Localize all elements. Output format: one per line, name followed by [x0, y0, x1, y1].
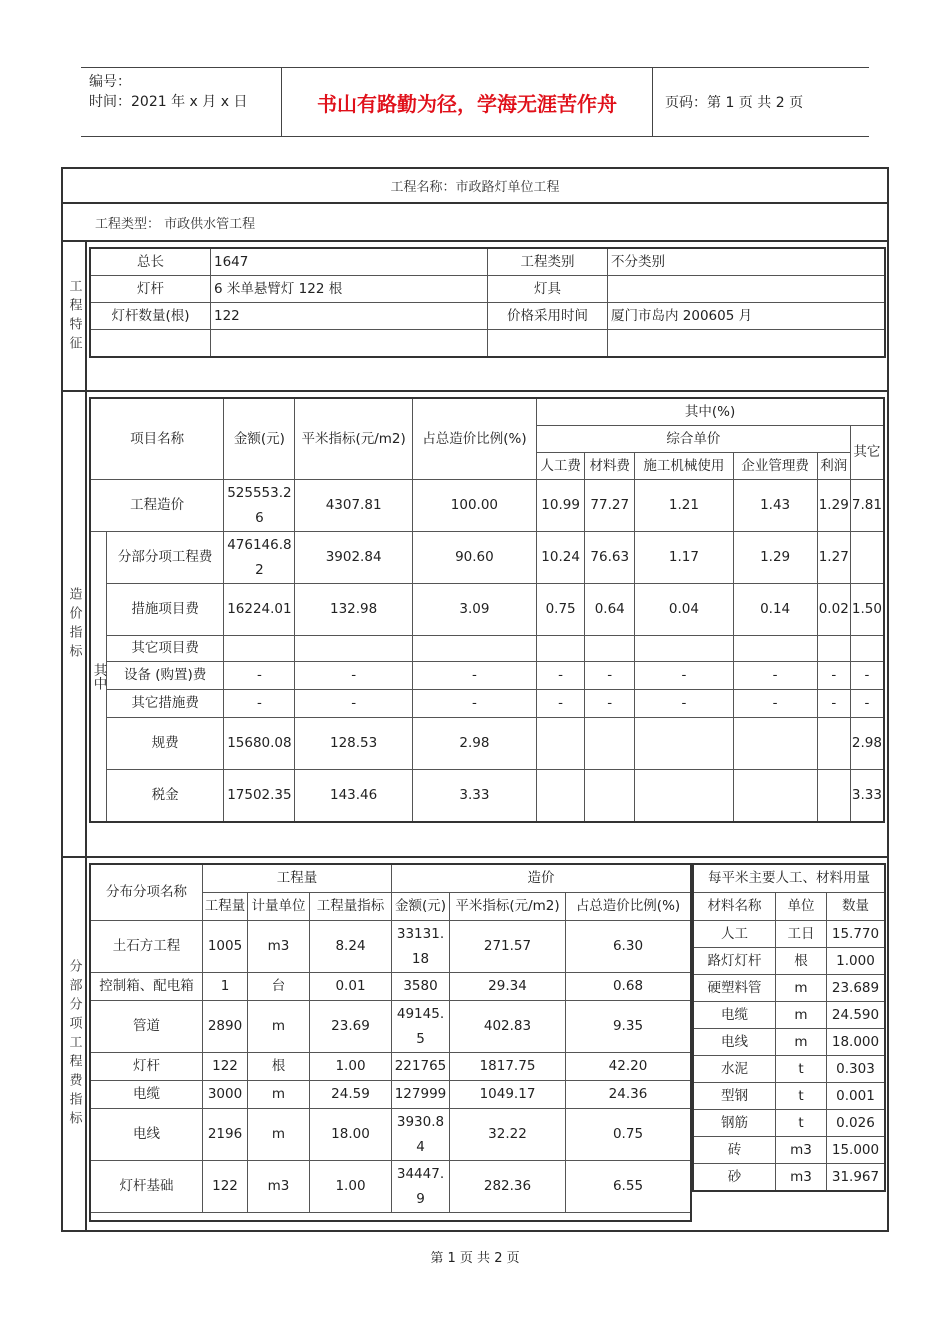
- cost-section-label: 造价指标: [63, 392, 87, 858]
- cost-other: 2.98: [850, 718, 883, 770]
- cost-material: [585, 770, 635, 822]
- subitem-ratio: 6.55: [566, 1161, 691, 1213]
- subitems-section-label: 分部分项工程费指标: [63, 858, 87, 1230]
- subitem-row: [91, 921, 691, 973]
- cost-amount: 476146.82: [224, 532, 295, 584]
- features-row: [91, 330, 885, 357]
- cost-per-m2: 132.98: [295, 584, 412, 636]
- project-name: 工程名称：市政路灯单位工程: [63, 169, 887, 204]
- subitem-amount: 221765: [392, 1053, 450, 1081]
- cost-material: -: [585, 690, 635, 718]
- subitem-per-m2: 271.57: [450, 921, 566, 973]
- subitem-qty: 3000: [203, 1081, 248, 1109]
- cost-labor: 10.99: [537, 480, 585, 532]
- materials-title: 每平米主要人工、材料用量: [694, 865, 885, 893]
- cost-mgmt: -: [733, 690, 817, 718]
- subitem-ratio: 0.75: [566, 1109, 691, 1161]
- serial-label: 编号：: [89, 74, 131, 90]
- cost-mgmt: [733, 636, 817, 662]
- cost-other: [850, 636, 883, 662]
- feature-value: [608, 330, 885, 357]
- subitem-qty-idx: 1.00: [310, 1161, 392, 1213]
- feature-key: 灯具: [488, 276, 608, 303]
- col-sub-per-m2: 平米指标(元/m2): [450, 893, 566, 921]
- feature-value: [608, 276, 885, 303]
- subitem-name: 电线: [91, 1109, 203, 1161]
- material-row: [694, 1029, 885, 1056]
- feature-value: 1647: [211, 249, 488, 276]
- subitem-qty: 2196: [203, 1109, 248, 1161]
- features-row: [91, 303, 885, 330]
- material-row: [694, 1002, 885, 1029]
- cost-ratio: -: [412, 690, 536, 718]
- cost-ratio: 2.98: [412, 718, 536, 770]
- material-qty: 24.590: [827, 1002, 885, 1029]
- cost-profit: 0.02: [817, 584, 850, 636]
- cost-table: [90, 398, 884, 822]
- col-mat-unit: 单位: [776, 893, 827, 921]
- material-row: [694, 975, 885, 1002]
- feature-value: 不分类别: [608, 249, 885, 276]
- cost-labor: [537, 770, 585, 822]
- cost-profit: -: [817, 662, 850, 690]
- subitem-row: [91, 1081, 691, 1109]
- cost-other: [850, 532, 883, 584]
- subitem-row: [91, 1109, 691, 1161]
- subitem-per-m2: 402.83: [450, 1001, 566, 1053]
- cost-material: 77.27: [585, 480, 635, 532]
- subitem-name: 土石方工程: [91, 921, 203, 973]
- of-which-label: 其中: [91, 532, 107, 822]
- cost-ratio: 90.60: [412, 532, 536, 584]
- subitem-ratio: 24.36: [566, 1081, 691, 1109]
- col-machine: 施工机械使用: [635, 453, 733, 480]
- cost-per-m2: 128.53: [295, 718, 412, 770]
- subitem-amount: 49145.5: [392, 1001, 450, 1053]
- col-per-m2: 平米指标(元/m2): [295, 399, 412, 480]
- subitem-amount: 3930.84: [392, 1109, 450, 1161]
- cost-ratio: 100.00: [412, 480, 536, 532]
- cost-labor: [537, 718, 585, 770]
- cost-amount: 16224.01: [224, 584, 295, 636]
- spacer-cell: [91, 1213, 691, 1221]
- material-row: [694, 1164, 885, 1191]
- material-row: [694, 1137, 885, 1164]
- subitem-qty-idx: 1.00: [310, 1053, 392, 1081]
- cost-item-name: 规费: [107, 718, 224, 770]
- cost-row: [91, 636, 884, 662]
- cost-amount: 15680.08: [224, 718, 295, 770]
- cost-labor: [537, 636, 585, 662]
- col-material: 材料费: [585, 453, 635, 480]
- subitem-ratio: 9.35: [566, 1001, 691, 1053]
- material-qty: 31.967: [827, 1164, 885, 1191]
- cost-row: [91, 584, 884, 636]
- cost-mgmt: [733, 770, 817, 822]
- cost-row: [91, 662, 884, 690]
- subitem-per-m2: 1817.75: [450, 1053, 566, 1081]
- subitem-per-m2: 29.34: [450, 973, 566, 1001]
- slogan: 书山有路勤为径，学海无涯苦作舟: [281, 68, 653, 136]
- subitem-row: [91, 973, 691, 1001]
- subitem-name: 电缆: [91, 1081, 203, 1109]
- cost-profit: 1.29: [817, 480, 850, 532]
- material-unit: t: [776, 1056, 827, 1083]
- cost-machine: -: [635, 690, 733, 718]
- subitem-unit: 根: [248, 1053, 310, 1081]
- page-label: 页码：第 1 页 共 2 页: [665, 95, 804, 111]
- materials-table: [693, 864, 885, 1191]
- cost-machine: [635, 770, 733, 822]
- cost-other: 1.50: [850, 584, 883, 636]
- cost-machine: [635, 636, 733, 662]
- col-amount: 金额(元): [224, 399, 295, 480]
- cost-amount: 17502.35: [224, 770, 295, 822]
- subitem-name: 灯杆: [91, 1053, 203, 1081]
- feature-value: 6 米单悬臂灯 122 根: [211, 276, 488, 303]
- features-table: [90, 248, 885, 357]
- material-qty: 15.000: [827, 1137, 885, 1164]
- cost-other: 7.81: [850, 480, 883, 532]
- material-unit: m3: [776, 1137, 827, 1164]
- subitem-amount: 34447.9: [392, 1161, 450, 1213]
- material-name: 钢筋: [694, 1110, 776, 1137]
- subitem-qty: 1: [203, 973, 248, 1001]
- material-qty: 0.026: [827, 1110, 885, 1137]
- cost-item-name: 分部分项工程费: [107, 532, 224, 584]
- col-mgmt: 企业管理费: [733, 453, 817, 480]
- feature-value: 122: [211, 303, 488, 330]
- subitem-qty-idx: 0.01: [310, 973, 392, 1001]
- cost-mgmt: 1.29: [733, 532, 817, 584]
- cost-per-m2: 4307.81: [295, 480, 412, 532]
- page-header: [81, 67, 869, 137]
- material-row: [694, 921, 885, 948]
- subitem-amount: 3580: [392, 973, 450, 1001]
- cost-amount: -: [224, 662, 295, 690]
- material-unit: 根: [776, 948, 827, 975]
- subitem-qty: 122: [203, 1161, 248, 1213]
- cost-mgmt: 1.43: [733, 480, 817, 532]
- feature-key: [488, 330, 608, 357]
- material-unit: m: [776, 975, 827, 1002]
- cost-labor: -: [537, 690, 585, 718]
- cost-machine: 0.04: [635, 584, 733, 636]
- cost-item-name: 其它措施费: [107, 690, 224, 718]
- col-cost-group: 造价: [392, 865, 691, 893]
- cost-material: [585, 718, 635, 770]
- cost-item-name: 税金: [107, 770, 224, 822]
- subitem-ratio: 0.68: [566, 973, 691, 1001]
- header-meta: [81, 68, 281, 136]
- subitem-unit: 台: [248, 973, 310, 1001]
- subitem-per-m2: 32.22: [450, 1109, 566, 1161]
- cost-ratio: [412, 636, 536, 662]
- material-name: 电线: [694, 1029, 776, 1056]
- subitem-ratio: 6.30: [566, 921, 691, 973]
- col-mat-name: 材料名称: [694, 893, 776, 921]
- material-unit: m3: [776, 1164, 827, 1191]
- cost-profit: 1.27: [817, 532, 850, 584]
- feature-value: [211, 330, 488, 357]
- col-qty-idx: 工程量指标: [310, 893, 392, 921]
- cost-ratio: 3.33: [412, 770, 536, 822]
- cost-per-m2: [295, 636, 412, 662]
- col-qty-group: 工程量: [203, 865, 392, 893]
- cost-mgmt: [733, 718, 817, 770]
- cost-machine: 1.17: [635, 532, 733, 584]
- material-qty: 0.001: [827, 1083, 885, 1110]
- subitem-unit: m: [248, 1109, 310, 1161]
- material-name: 硬塑料管: [694, 975, 776, 1002]
- col-unit: 计量单位: [248, 893, 310, 921]
- cost-amount: -: [224, 690, 295, 718]
- feature-key: 灯杆数量(根): [91, 303, 211, 330]
- material-unit: t: [776, 1110, 827, 1137]
- cost-row: [91, 770, 884, 822]
- col-ratio: 占总造价比例(%): [412, 399, 536, 480]
- cost-material: -: [585, 662, 635, 690]
- subitem-ratio: 42.20: [566, 1053, 691, 1081]
- cost-row: [91, 718, 884, 770]
- subitem-qty: 2890: [203, 1001, 248, 1053]
- feature-value: 厦门市岛内 200605 月: [608, 303, 885, 330]
- cost-other: 3.33: [850, 770, 883, 822]
- subitem-spacer-row: [91, 1213, 691, 1221]
- cost-mgmt: -: [733, 662, 817, 690]
- subitem-qty: 1005: [203, 921, 248, 973]
- cost-ratio: -: [412, 662, 536, 690]
- cost-labor: 0.75: [537, 584, 585, 636]
- subitem-name: 灯杆基础: [91, 1161, 203, 1213]
- project-type: 工程类型： 市政供水管工程: [63, 204, 887, 242]
- subitem-name: 控制箱、配电箱: [91, 973, 203, 1001]
- material-unit: m: [776, 1029, 827, 1056]
- col-sub-ratio: 占总造价比例(%): [566, 893, 691, 921]
- subitem-qty: 122: [203, 1053, 248, 1081]
- col-unit-price: 综合单价: [537, 426, 851, 453]
- material-name: 人工: [694, 921, 776, 948]
- material-unit: m: [776, 1002, 827, 1029]
- cost-row: [91, 532, 884, 584]
- subitem-per-m2: 1049.17: [450, 1081, 566, 1109]
- cost-item-name: 设备 (购置)费: [107, 662, 224, 690]
- cost-machine: 1.21: [635, 480, 733, 532]
- subitem-row: [91, 1001, 691, 1053]
- cost-machine: [635, 718, 733, 770]
- material-unit: t: [776, 1083, 827, 1110]
- cost-profit: [817, 718, 850, 770]
- material-row: [694, 1110, 885, 1137]
- cost-per-m2: -: [295, 662, 412, 690]
- date-label: 时间：2021 年 x 月 x 日: [89, 94, 248, 110]
- material-name: 型钢: [694, 1083, 776, 1110]
- col-qty: 工程量: [203, 893, 248, 921]
- cost-profit: [817, 770, 850, 822]
- cost-machine: -: [635, 662, 733, 690]
- cost-other: -: [850, 690, 883, 718]
- material-row: [694, 948, 885, 975]
- subitems-table: [90, 864, 691, 1221]
- subitem-name: 管道: [91, 1001, 203, 1053]
- feature-key: [91, 330, 211, 357]
- subitem-unit: m: [248, 1001, 310, 1053]
- material-qty: 18.000: [827, 1029, 885, 1056]
- material-qty: 15.770: [827, 921, 885, 948]
- feature-key: 价格采用时间: [488, 303, 608, 330]
- cost-row: [91, 690, 884, 718]
- cost-other: -: [850, 662, 883, 690]
- cost-per-m2: 3902.84: [295, 532, 412, 584]
- cost-item-name: 工程造价: [91, 480, 224, 532]
- cost-material: [585, 636, 635, 662]
- features-section-label: 工程特征: [63, 242, 87, 392]
- subitem-unit: m: [248, 1081, 310, 1109]
- subitem-qty-idx: 24.59: [310, 1081, 392, 1109]
- material-qty: 0.303: [827, 1056, 885, 1083]
- cost-item-name: 措施项目费: [107, 584, 224, 636]
- feature-key: 总长: [91, 249, 211, 276]
- material-row: [694, 1056, 885, 1083]
- col-subitem-name: 分布分项名称: [91, 865, 203, 921]
- subitem-unit: m3: [248, 1161, 310, 1213]
- subitem-qty-idx: 18.00: [310, 1109, 392, 1161]
- cost-profit: [817, 636, 850, 662]
- features-row: [91, 249, 885, 276]
- col-other: 其它: [850, 426, 883, 480]
- col-item-name: 项目名称: [91, 399, 224, 480]
- material-row: [694, 1083, 885, 1110]
- material-name: 电缆: [694, 1002, 776, 1029]
- cost-labor: 10.24: [537, 532, 585, 584]
- cost-amount: [224, 636, 295, 662]
- col-sub-amount: 金额(元): [392, 893, 450, 921]
- subitem-row: [91, 1161, 691, 1213]
- page-footer: 第 1 页 共 2 页: [430, 1251, 520, 1266]
- subitem-per-m2: 282.36: [450, 1161, 566, 1213]
- col-mat-qty: 数量: [827, 893, 885, 921]
- material-qty: 1.000: [827, 948, 885, 975]
- material-name: 砂: [694, 1164, 776, 1191]
- cost-total-row: [91, 480, 884, 532]
- feature-key: 灯杆: [91, 276, 211, 303]
- cost-material: 0.64: [585, 584, 635, 636]
- cost-per-m2: -: [295, 690, 412, 718]
- subitem-qty-idx: 23.69: [310, 1001, 392, 1053]
- cost-item-name: 其它项目费: [107, 636, 224, 662]
- col-profit: 利润: [817, 453, 850, 480]
- cost-per-m2: 143.46: [295, 770, 412, 822]
- material-name: 路灯灯杆: [694, 948, 776, 975]
- material-qty: 23.689: [827, 975, 885, 1002]
- subitem-amount: 127999: [392, 1081, 450, 1109]
- col-labor: 人工费: [537, 453, 585, 480]
- cost-material: 76.63: [585, 532, 635, 584]
- col-of-which: 其中(%): [537, 399, 884, 426]
- cost-ratio: 3.09: [412, 584, 536, 636]
- cost-labor: -: [537, 662, 585, 690]
- material-name: 水泥: [694, 1056, 776, 1083]
- subitem-row: [91, 1053, 691, 1081]
- subitem-qty-idx: 8.24: [310, 921, 392, 973]
- subitem-unit: m3: [248, 921, 310, 973]
- feature-key: 工程类别: [488, 249, 608, 276]
- features-row: [91, 276, 885, 303]
- subitem-amount: 33131.18: [392, 921, 450, 973]
- cost-amount: 525553.26: [224, 480, 295, 532]
- material-name: 砖: [694, 1137, 776, 1164]
- material-unit: 工日: [776, 921, 827, 948]
- cost-profit: -: [817, 690, 850, 718]
- cost-mgmt: 0.14: [733, 584, 817, 636]
